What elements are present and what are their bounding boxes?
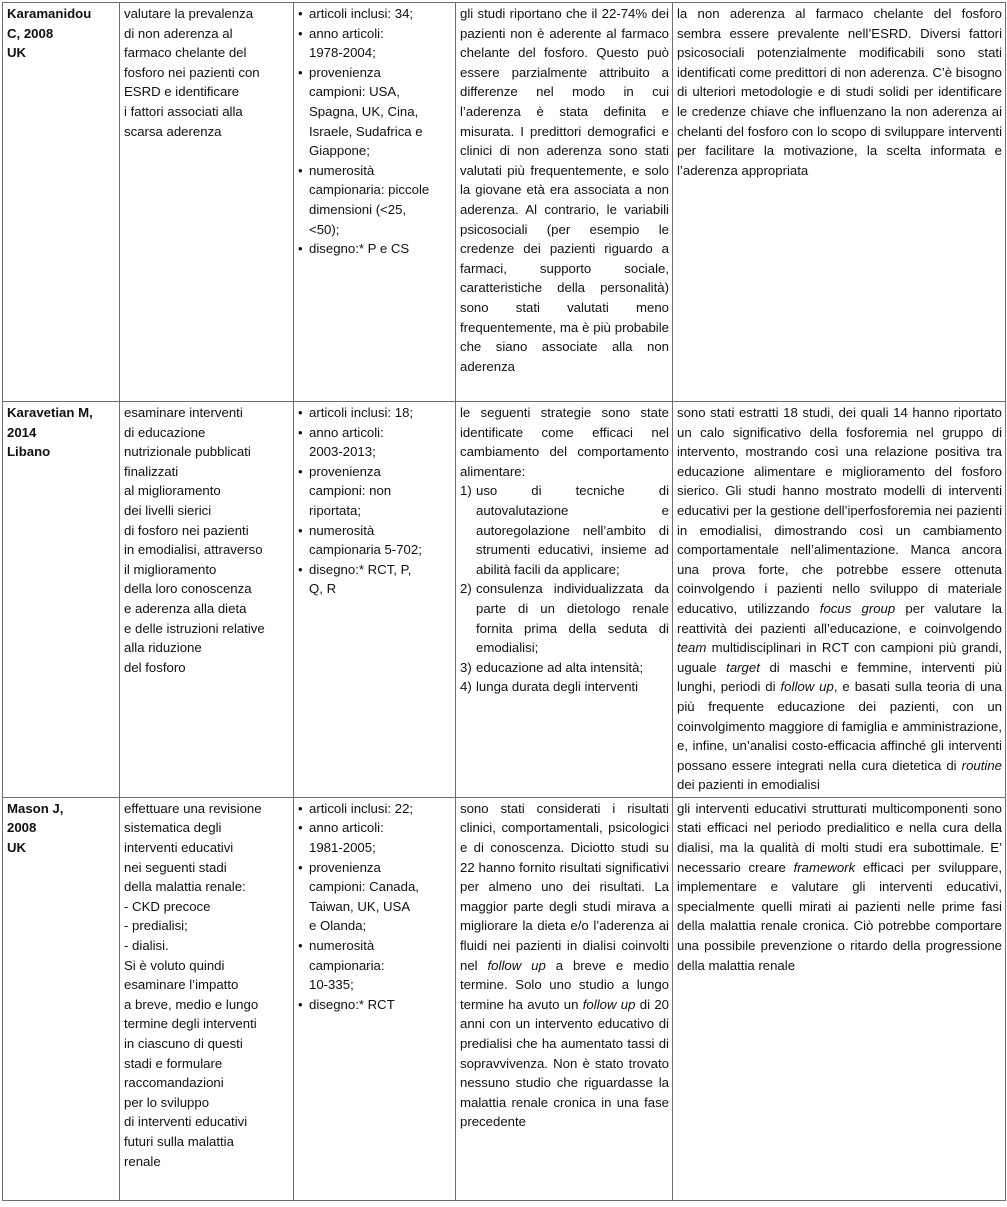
text-run: , e basati sulla teoria di una più frequente educazione dei pazienti, con un coinvolgimento maggiore di famiglia e amministrazione, e, infine, un’analisi costo-efficacia affinché gli interventi possano essere integrati nella cura dietetica di <box>677 679 1002 773</box>
objective-line: esaminare interventi <box>124 405 243 420</box>
text-run: gli interventi educativi strutturati multicomponenti sono stati efficaci nel periodo predialitico e nella cura della dialisi, ma la qualità di molti studi era subottimale. E’ necessario creare <box>677 800 1002 875</box>
text-run: per valutare la reattività dei pazienti all’educazione, e coinvolgendo <box>677 600 1003 636</box>
objective-cell <box>120 797 294 1200</box>
objective-line: della loro conoscenza <box>124 581 252 597</box>
text-run: sono stati estratti 18 studi, dei quali 14 hanno riportato un calo significativo della fosforemia nel gruppo di intervento, mostrando così una relazione positiva tra educazione alimentare e miglioramento del fosforo sierico. Gli studi hanno mostrato modelli di interventi educativi per la gestione dell’iperfosforemia nei pazienti in emodialisi, dimostrando così un cambiamento comportamentale nell’alimentazione. Manca ancora una prova forte, che potrebbe essere ottenuta coinvolgendo i pazienti nello sviluppo di materiale educativo, utilizzando <box>677 405 1002 616</box>
author-name: Karavetian M, <box>7 405 93 420</box>
objective-line: di non aderenza al <box>124 25 233 41</box>
characteristics-item: • disegno:* P e CS <box>298 239 452 259</box>
characteristics-line: Q, R <box>309 581 337 597</box>
italic-term: target <box>726 659 760 675</box>
objective-line: al miglioramento <box>124 483 221 499</box>
characteristics-line: campioni: non <box>309 483 392 499</box>
text-run: a breve e medio termine. Solo uno studio a lungo termine ha avuto un <box>460 957 670 1012</box>
text-run: dei pazienti in emodialisi <box>677 777 820 793</box>
objective-line: per lo sviluppo <box>124 1094 210 1110</box>
objective-line: stadi e formulare <box>124 1055 223 1071</box>
italic-term: follow up <box>582 996 636 1012</box>
characteristics-line: Israele, Sudafrica e <box>309 123 423 139</box>
text-run: sono stati considerati i risultati clinici, comportamentali, psicologici e di conoscenza. Diciotto studi su 22 hanno fornito risultati significativi per almeno uno dei risultati. La maggior parte degli studi mirava a migliorare la dieta e/o l’aderenza ai fluidi nei pazienti in dialisi coinvolti nel <box>460 800 669 973</box>
results-cell <box>456 402 673 798</box>
conclusions-cell: la non aderenza al farmaco chelante del fosforo sembra essere prevalente nell’ESRD. Diversi fattori psicosociali potenzialmente modificabili sono stati identificati come predittori di non aderenza. C’è bisogno di ulteriori metodologie e di studi solidi per identificare le credenze chiave che influenzano la non aderenza ai chelanti del fosforo con lo scopo di sviluppare interventi per facilitare la motivazione, la scelta informata e l’aderenza appropriata <box>673 3 1006 402</box>
objective-line: in ciascuno di questi <box>124 1036 243 1051</box>
italic-term: focus group <box>819 600 896 616</box>
characteristics-cell <box>294 797 456 1200</box>
author-country: UK <box>7 840 27 856</box>
text-run: multidisciplinari in RCT con campioni più grandi, uguale <box>677 640 1002 675</box>
characteristics-line: 1981-2005; <box>309 840 376 856</box>
list-text: consulenza individualizzata da parte di un dietologo renale fornita prima della seduta di emodialisi; <box>476 581 669 656</box>
objective-line: fosforo nei pazienti con <box>124 64 260 80</box>
characteristics-line: <50); <box>309 221 340 237</box>
objective-line: di interventi educativi <box>124 1114 248 1130</box>
characteristics-line: dimensioni (<25, <box>309 201 407 217</box>
objective-line: i fattori associati alla <box>124 103 243 119</box>
characteristics-line: 1978-2004; <box>309 45 376 61</box>
italic-term: framework <box>793 859 856 875</box>
objective-line: futuri sulla malattia <box>124 1133 234 1149</box>
objective-line: nei seguenti stadi <box>124 859 227 875</box>
objective-line: e delle istruzioni relative <box>124 620 265 636</box>
characteristics-item: • disegno:* RCT <box>298 995 452 1015</box>
table-row <box>3 402 1006 798</box>
objective-line: valutare la prevalenza <box>124 6 254 21</box>
characteristics-line: Giappone; <box>309 143 370 159</box>
objective-line: esaminare l’impatto <box>124 977 239 993</box>
conclusions-cell <box>673 797 1006 1200</box>
objective-line: scarsa aderenza <box>124 123 222 139</box>
characteristics-item: • anno articoli: <box>298 24 452 44</box>
objective-line: il miglioramento <box>124 561 217 577</box>
characteristics-line: e Olanda; <box>309 918 367 934</box>
text-run: di maschi e femmine, interventi più lunghi, periodi di <box>677 659 1002 695</box>
objective-line: della malattia renale: <box>124 879 246 895</box>
objective-line: - predialisi; <box>124 918 188 934</box>
characteristics-line: campioni: USA, <box>309 84 400 100</box>
author-name: Karamanidou <box>7 6 92 21</box>
italic-term: follow up <box>780 679 834 695</box>
characteristics-cell <box>294 402 456 798</box>
list-text: lunga durata degli interventi <box>476 679 639 695</box>
objective-line: renale <box>124 1153 161 1169</box>
list-text: uso di tecniche di autovalutazione e autoregolazione nell’ambito di strumenti educativi, insieme ad abilità facili da applicare; <box>476 483 669 577</box>
conclusions-cell <box>673 402 1006 798</box>
objective-line: nutrizionale pubblicati <box>124 444 251 460</box>
objective-line: dei livelli sierici <box>124 502 212 518</box>
characteristics-item: • anno articoli: <box>298 818 452 838</box>
objective-line: di educazione <box>124 424 206 440</box>
objective-line: - dialisi. <box>124 938 169 954</box>
objective-line: in emodialisi, attraverso <box>124 542 263 558</box>
objective-line: termine degli interventi <box>124 1016 257 1032</box>
text-run: efficaci per sviluppare, implementare e valutare gli interventi educativi, specialmente quelli mirati ai pazienti nelle prime fasi della malattia renale cronica. Ciò potrebbe comportare una possibile prevenzione o ritardo della progressione della malattia renale <box>677 859 1002 973</box>
objective-line: interventi educativi <box>124 840 234 856</box>
characteristics-line: Spagna, UK, Cina, <box>309 103 419 119</box>
characteristics-item: • numerosità <box>298 161 452 181</box>
author-year: 2014 <box>7 424 37 440</box>
list-number: 3) <box>460 659 472 675</box>
characteristics-item: • numerosità <box>298 936 452 956</box>
objective-line: ESRD e identificare <box>124 84 240 100</box>
characteristics-item: • provenienza <box>298 858 452 878</box>
list-number: 4) <box>460 679 472 695</box>
characteristics-item: • articoli inclusi: 22; <box>298 799 452 819</box>
objective-cell <box>120 402 294 798</box>
characteristics-line: campionaria: <box>309 957 385 973</box>
results-intro: le seguenti strategie sono state identificate come efficaci nel cambiamento del comportamento alimentare: <box>460 405 669 479</box>
author-country: Libano <box>7 444 51 460</box>
objective-line: Si è voluto quindi <box>124 957 225 973</box>
objective-line: alla riduzione <box>124 640 202 656</box>
objective-line: - CKD precoce <box>124 898 211 914</box>
list-number: 1) <box>460 483 472 499</box>
italic-term: team <box>677 640 707 656</box>
characteristics-item: • articoli inclusi: 18; <box>298 403 452 423</box>
objective-line: farmaco chelante del <box>124 45 247 61</box>
author-year: 2008 <box>7 820 37 836</box>
characteristics-item: • articoli inclusi: 34; <box>298 4 452 24</box>
characteristics-item: • disegno:* RCT, P, <box>298 560 452 580</box>
objective-line: di fosforo nei pazienti <box>124 522 249 538</box>
characteristics-line: campioni: Canada, <box>309 879 419 895</box>
objective-cell <box>120 3 294 402</box>
review-table <box>2 2 1006 1201</box>
objective-line: raccomandazioni <box>124 1075 224 1091</box>
list-text: educazione ad alta intensità; <box>476 659 644 675</box>
text-run: di 20 anni con un intervento educativo di predialisi che ha aumentato tassi di sopravvivenza. Non è stato trovato nessuno studio che riguardasse la malattia renale cronica in una fase precedente <box>460 996 669 1130</box>
characteristics-line: 2003-2013; <box>309 444 376 460</box>
characteristics-item: • provenienza <box>298 462 452 482</box>
characteristics-line: campionaria 5-702; <box>309 542 422 558</box>
results-list-item <box>460 579 669 657</box>
italic-term: routine <box>961 757 1002 773</box>
author-cell <box>3 402 120 798</box>
characteristics-line: campionaria: piccole <box>309 182 430 198</box>
characteristics-line: riportata; <box>309 502 362 518</box>
characteristics-item: • numerosità <box>298 521 452 541</box>
objective-line: finalizzati <box>124 463 179 479</box>
italic-term: follow up <box>487 957 546 973</box>
objective-line: effettuare una revisione <box>124 800 262 816</box>
objective-line: e aderenza alla dieta <box>124 600 247 616</box>
author-cell <box>3 797 120 1200</box>
objective-line: sistematica degli <box>124 820 222 836</box>
results-cell <box>456 797 673 1200</box>
characteristics-line: 10-335; <box>309 977 354 993</box>
results-list-item <box>460 658 669 678</box>
author-year: C, 2008 <box>7 25 54 41</box>
results-cell: gli studi riportano che il 22-74% dei pazienti non è aderente al farmaco chelante del fosforo. Questo può essere parzialmente attribuito a differenze nel modo in cui l’aderenza è stata definita e misurata. I predittori demografici e clinici di non aderenza sono stati valutati più frequentemente, e solo la giovane età era associata a non aderenza. Al contrario, le variabili psicosociali (per esempio le credenze dei pazienti riguardo a farmaci, supporto sociale, caratteristiche della personalità) sono stati valutati meno frequentemente, ma è più probabile che siano associate alla non aderenza <box>456 3 673 402</box>
results-list-item <box>460 677 669 697</box>
characteristics-cell <box>294 3 456 402</box>
author-cell <box>3 3 120 402</box>
table-row <box>3 797 1006 1200</box>
list-number: 2) <box>460 581 472 597</box>
objective-line: a breve, medio e lungo <box>124 996 259 1012</box>
characteristics-item: • provenienza <box>298 63 452 83</box>
table-row <box>3 3 1006 402</box>
author-name: Mason J, <box>7 800 64 816</box>
characteristics-item: • anno articoli: <box>298 423 452 443</box>
characteristics-line: Taiwan, UK, USA <box>309 898 411 914</box>
objective-line: del fosforo <box>124 659 186 675</box>
results-list-item <box>460 481 669 579</box>
author-country: UK <box>7 45 27 61</box>
